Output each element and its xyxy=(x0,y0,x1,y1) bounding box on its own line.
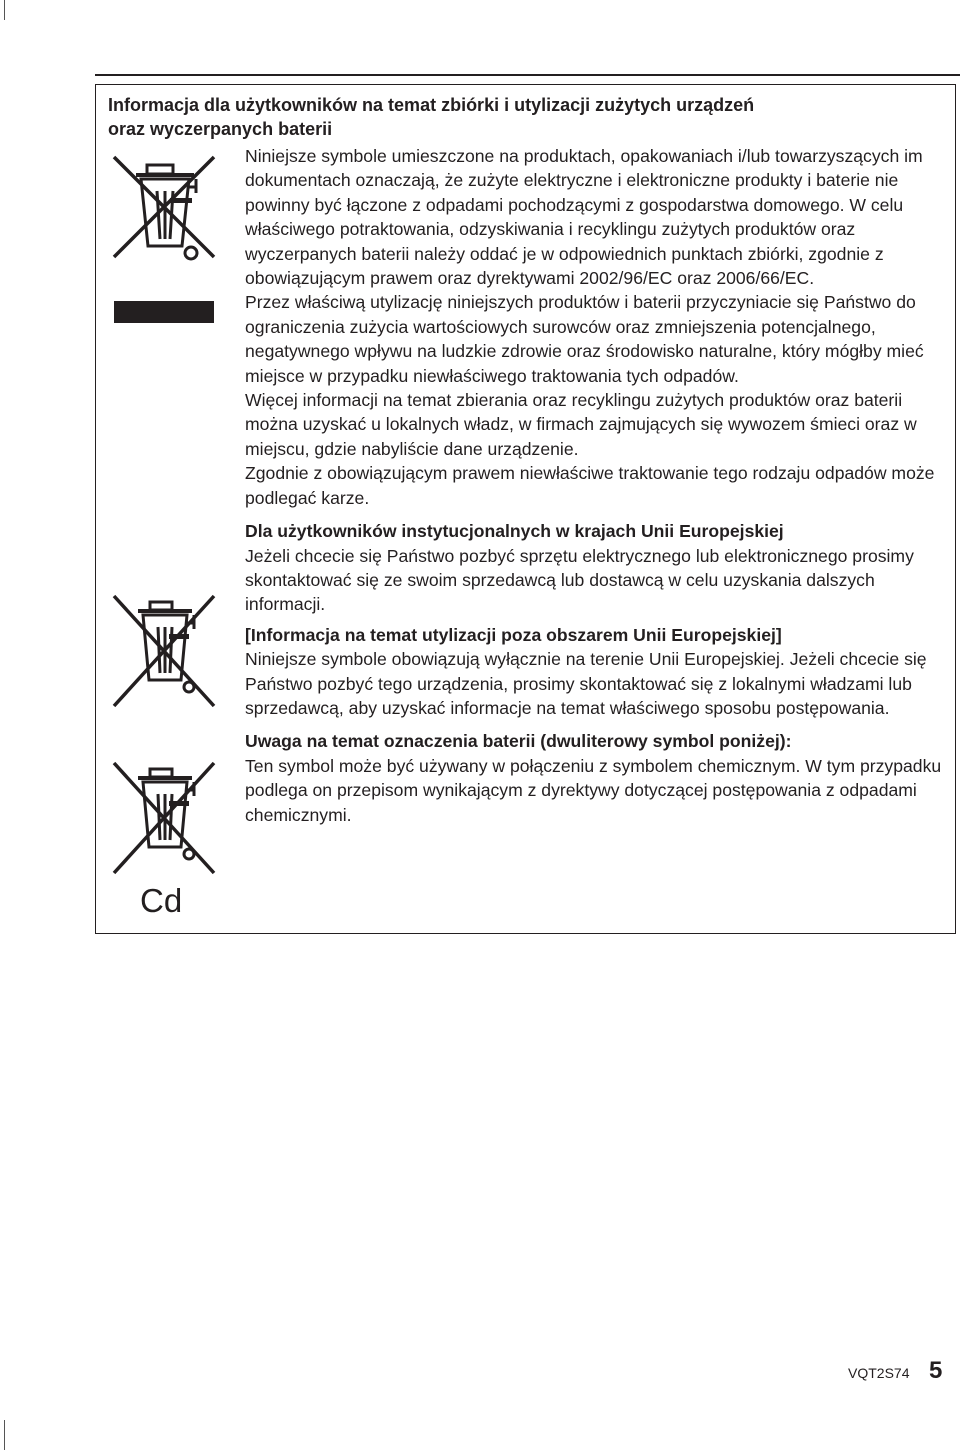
heading-battery-symbol-note: Uwaga na temat oznaczenia baterii (dwuliterowy symbol poniżej): xyxy=(245,731,792,752)
paragraph-battery-symbol-note: Ten symbol może być używany w połączeniu z symbolem chemicznym. W tym przypadku podlega on przepisom wynikającym z dyrektywy dotyczącej postępowania z odpadami chemicznymi. xyxy=(245,755,942,825)
document-code: VQT2S74 xyxy=(848,1365,910,1381)
crossed-bin-with-bar-icon xyxy=(108,151,220,331)
chemical-symbol-label: Cd xyxy=(140,882,183,919)
page-number: 5 xyxy=(929,1357,943,1384)
section-title-line2: oraz wyczerpanych baterii xyxy=(108,119,333,139)
info-text-column xyxy=(245,144,945,827)
section-title-line1: Informacja dla użytkowników na temat zbiórki i utylizacji zużytych urządzeń xyxy=(108,95,755,115)
heading-outside-eu: [Informacja na temat utylizacji poza obszarem Unii Europejskiej] xyxy=(245,624,782,645)
crossed-bin-icon xyxy=(108,590,220,712)
paragraph-outside-eu: Niniejsze symbole obowiązują wyłącznie na terenie Unii Europejskiej. Jeżeli chcecie się Państwo pozbyć tego urządzenia, prosimy skontaktować się z lokalnymi władzami lub sprzedawcą, aby uzyskać informacje na temat właściwego sposobu postępowania. xyxy=(245,649,927,718)
paragraph-symbols-meaning: Niniejsze symbole umieszczone na produktach, opakowaniach i/lub towarzyszących im dokumentach oznaczają, że zużyte elektryczne i elektroniczne produkty i baterie nie powinny być łączone z odpadami pochodzącymi z gospodarstwa domowego. W celu właściwego potraktowania, odzyskiwania i recyklingu zużytych produktów oraz wyczerpanych baterii należy oddać je w odpowiednich punktach zbiórki, zgodnie z obowiązującym prawem oraz dyrektywami 2002/96/EC oraz 2006/66/EC. xyxy=(245,146,923,289)
top-rule xyxy=(95,74,960,76)
paragraph-more-info: Więcej informacji na temat zbierania oraz recyklingu zużytych produktów oraz baterii można uzyskać u lokalnych władz, w firmach zajmujących się wywozem śmieci oraz w miejscu, gdzie nabyliście dane urządzenie. xyxy=(245,390,917,459)
crop-mark-top xyxy=(4,0,5,20)
disposal-info-box xyxy=(95,84,956,934)
paragraph-business-users-eu: Jeżeli chcecie się Państwo pozbyć sprzętu elektrycznego lub elektronicznego prosimy skontaktować się ze swoim sprzedawcą lub dostawcą w celu uzyskania dalszych informacji. xyxy=(245,545,914,615)
crossed-bin-chemical-icon xyxy=(108,757,220,879)
paragraph-proper-disposal: Przez właściwą utylizację niniejszych produktów i baterii przyczyniacie się Państwo do ograniczenia zużycia wartościowych surowców oraz zmniejszenia potencjalnego, negatywnego wpływu na ludzkie zdrowie oraz środowisko naturalne, który mógłby mieć miejsce w przypadku niewłaściwego traktowania tych odpadów. xyxy=(245,292,924,386)
paragraph-penalty: Zgodnie z obowiązującym prawem niewłaściwe traktowanie tego rodzaju odpadów może podlegać karze. xyxy=(245,463,935,508)
crop-mark-bottom xyxy=(4,1420,5,1450)
section-title xyxy=(108,93,928,141)
heading-business-users-eu: Dla użytkowników instytucjonalnych w krajach Unii Europejskiej xyxy=(245,521,784,542)
